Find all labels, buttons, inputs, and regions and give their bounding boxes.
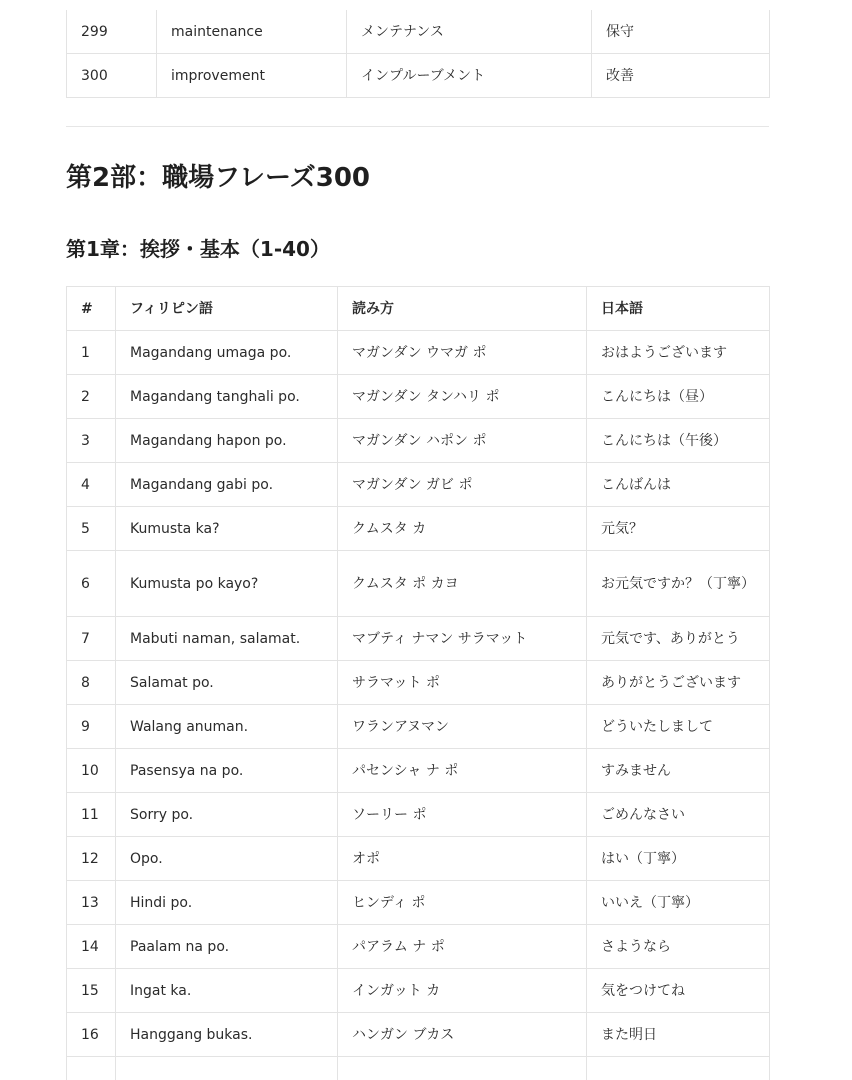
cell-empty bbox=[116, 1057, 338, 1080]
cell-empty bbox=[67, 1057, 116, 1080]
section-divider bbox=[66, 126, 769, 127]
cell-reading: クムスタ カ bbox=[338, 507, 587, 551]
cell-japanese: はい（丁寧） bbox=[587, 837, 770, 881]
cell-reading: ソーリー ポ bbox=[338, 793, 587, 837]
cell-number: 13 bbox=[67, 881, 116, 925]
cell-filipino: Sorry po. bbox=[116, 793, 338, 837]
cell-number: 299 bbox=[67, 10, 157, 54]
header-filipino: フィリピン語 bbox=[116, 287, 338, 331]
cell-filipino: Hindi po. bbox=[116, 881, 338, 925]
cell-katakana: メンテナンス bbox=[347, 10, 592, 54]
cell-number: 14 bbox=[67, 925, 116, 969]
cell-japanese: ありがとうございます bbox=[587, 661, 770, 705]
cell-reading: サラマット ポ bbox=[338, 661, 587, 705]
cell-english: maintenance bbox=[157, 10, 347, 54]
cell-number: 3 bbox=[67, 419, 116, 463]
table-row bbox=[67, 661, 770, 705]
cell-number: 8 bbox=[67, 661, 116, 705]
cell-filipino: Magandang gabi po. bbox=[116, 463, 338, 507]
cell-number: 5 bbox=[67, 507, 116, 551]
cell-number: 7 bbox=[67, 617, 116, 661]
cell-japanese: こんにちは（午後） bbox=[587, 419, 770, 463]
cell-empty bbox=[587, 1057, 770, 1080]
cell-filipino: Ingat ka. bbox=[116, 969, 338, 1013]
cell-japanese: どういたしまして bbox=[587, 705, 770, 749]
cell-filipino: Pasensya na po. bbox=[116, 749, 338, 793]
table-row bbox=[67, 375, 770, 419]
cell-japanese: 元気？ bbox=[587, 507, 770, 551]
cell-japanese: 気をつけてね bbox=[587, 969, 770, 1013]
cell-reading: ワランアヌマン bbox=[338, 705, 587, 749]
cell-japanese: すみません bbox=[587, 749, 770, 793]
cell-number: 300 bbox=[67, 54, 157, 98]
cell-number: 15 bbox=[67, 969, 116, 1013]
header-number: # bbox=[67, 287, 116, 331]
chapter-title: 第1章：挨拶・基本（1-40） bbox=[66, 237, 330, 261]
cell-japanese: また明日 bbox=[587, 1013, 770, 1057]
cell-number: 6 bbox=[67, 551, 116, 617]
cell-reading: マガンダン ウマガ ポ bbox=[338, 331, 587, 375]
cell-japanese: おはようございます bbox=[587, 331, 770, 375]
cell-reading: クムスタ ポ カヨ bbox=[338, 551, 587, 617]
cell-reading: マガンダン ハポン ポ bbox=[338, 419, 587, 463]
cell-reading: マガンダン タンハリ ポ bbox=[338, 375, 587, 419]
cell-filipino: Salamat po. bbox=[116, 661, 338, 705]
table-row bbox=[67, 793, 770, 837]
table-row bbox=[67, 331, 770, 375]
cell-reading: パアラム ナ ポ bbox=[338, 925, 587, 969]
cell-number: 10 bbox=[67, 749, 116, 793]
cell-filipino: Mabuti naman, salamat. bbox=[116, 617, 338, 661]
cell-katakana: インプルーブメント bbox=[347, 54, 592, 98]
table-row bbox=[67, 881, 770, 925]
phrase-table bbox=[66, 286, 770, 1080]
cell-filipino: Magandang tanghali po. bbox=[116, 375, 338, 419]
cell-number: 11 bbox=[67, 793, 116, 837]
cell-empty bbox=[338, 1057, 587, 1080]
cell-reading: マブティ ナマン サラマット bbox=[338, 617, 587, 661]
cell-number: 9 bbox=[67, 705, 116, 749]
table-row bbox=[67, 617, 770, 661]
cell-number: 16 bbox=[67, 1013, 116, 1057]
cell-japanese: 保守 bbox=[592, 10, 770, 54]
table-row bbox=[67, 969, 770, 1013]
table-row bbox=[67, 925, 770, 969]
cell-reading: ヒンディ ポ bbox=[338, 881, 587, 925]
cell-japanese: 改善 bbox=[592, 54, 770, 98]
cell-reading: オポ bbox=[338, 837, 587, 881]
cell-reading: ハンガン ブカス bbox=[338, 1013, 587, 1057]
cell-number: 2 bbox=[67, 375, 116, 419]
table-row bbox=[67, 749, 770, 793]
cell-filipino: Kumusta po kayo? bbox=[116, 551, 338, 617]
cell-japanese: いいえ（丁寧） bbox=[587, 881, 770, 925]
table-row bbox=[67, 10, 770, 54]
table-row bbox=[67, 507, 770, 551]
table-header-row bbox=[67, 287, 770, 331]
header-reading: 読み方 bbox=[338, 287, 587, 331]
cell-filipino: Walang anuman. bbox=[116, 705, 338, 749]
cell-japanese: お元気ですか？（丁寧） bbox=[587, 551, 770, 617]
cell-number: 12 bbox=[67, 837, 116, 881]
cell-filipino: Kumusta ka? bbox=[116, 507, 338, 551]
table-row bbox=[67, 463, 770, 507]
cell-english: improvement bbox=[157, 54, 347, 98]
cell-japanese: さようなら bbox=[587, 925, 770, 969]
previous-vocabulary-table bbox=[66, 10, 770, 98]
cell-filipino: Magandang umaga po. bbox=[116, 331, 338, 375]
cell-japanese: ごめんなさい bbox=[587, 793, 770, 837]
cell-reading: インガット カ bbox=[338, 969, 587, 1013]
table-row bbox=[67, 419, 770, 463]
table-row bbox=[67, 1013, 770, 1057]
part-title: 第2部：職場フレーズ300 bbox=[66, 163, 371, 193]
cell-filipino: Opo. bbox=[116, 837, 338, 881]
cell-number: 1 bbox=[67, 331, 116, 375]
cell-number: 4 bbox=[67, 463, 116, 507]
table-row bbox=[67, 837, 770, 881]
cell-filipino: Hanggang bukas. bbox=[116, 1013, 338, 1057]
table-row bbox=[67, 54, 770, 98]
cell-japanese: 元気です、ありがとう bbox=[587, 617, 770, 661]
table-row bbox=[67, 551, 770, 617]
table-row bbox=[67, 1057, 770, 1080]
header-japanese: 日本語 bbox=[587, 287, 770, 331]
cell-filipino: Magandang hapon po. bbox=[116, 419, 338, 463]
table-row bbox=[67, 705, 770, 749]
cell-filipino: Paalam na po. bbox=[116, 925, 338, 969]
cell-reading: マガンダン ガビ ポ bbox=[338, 463, 587, 507]
cell-japanese: こんにちは（昼） bbox=[587, 375, 770, 419]
cell-reading: パセンシャ ナ ポ bbox=[338, 749, 587, 793]
cell-japanese: こんばんは bbox=[587, 463, 770, 507]
